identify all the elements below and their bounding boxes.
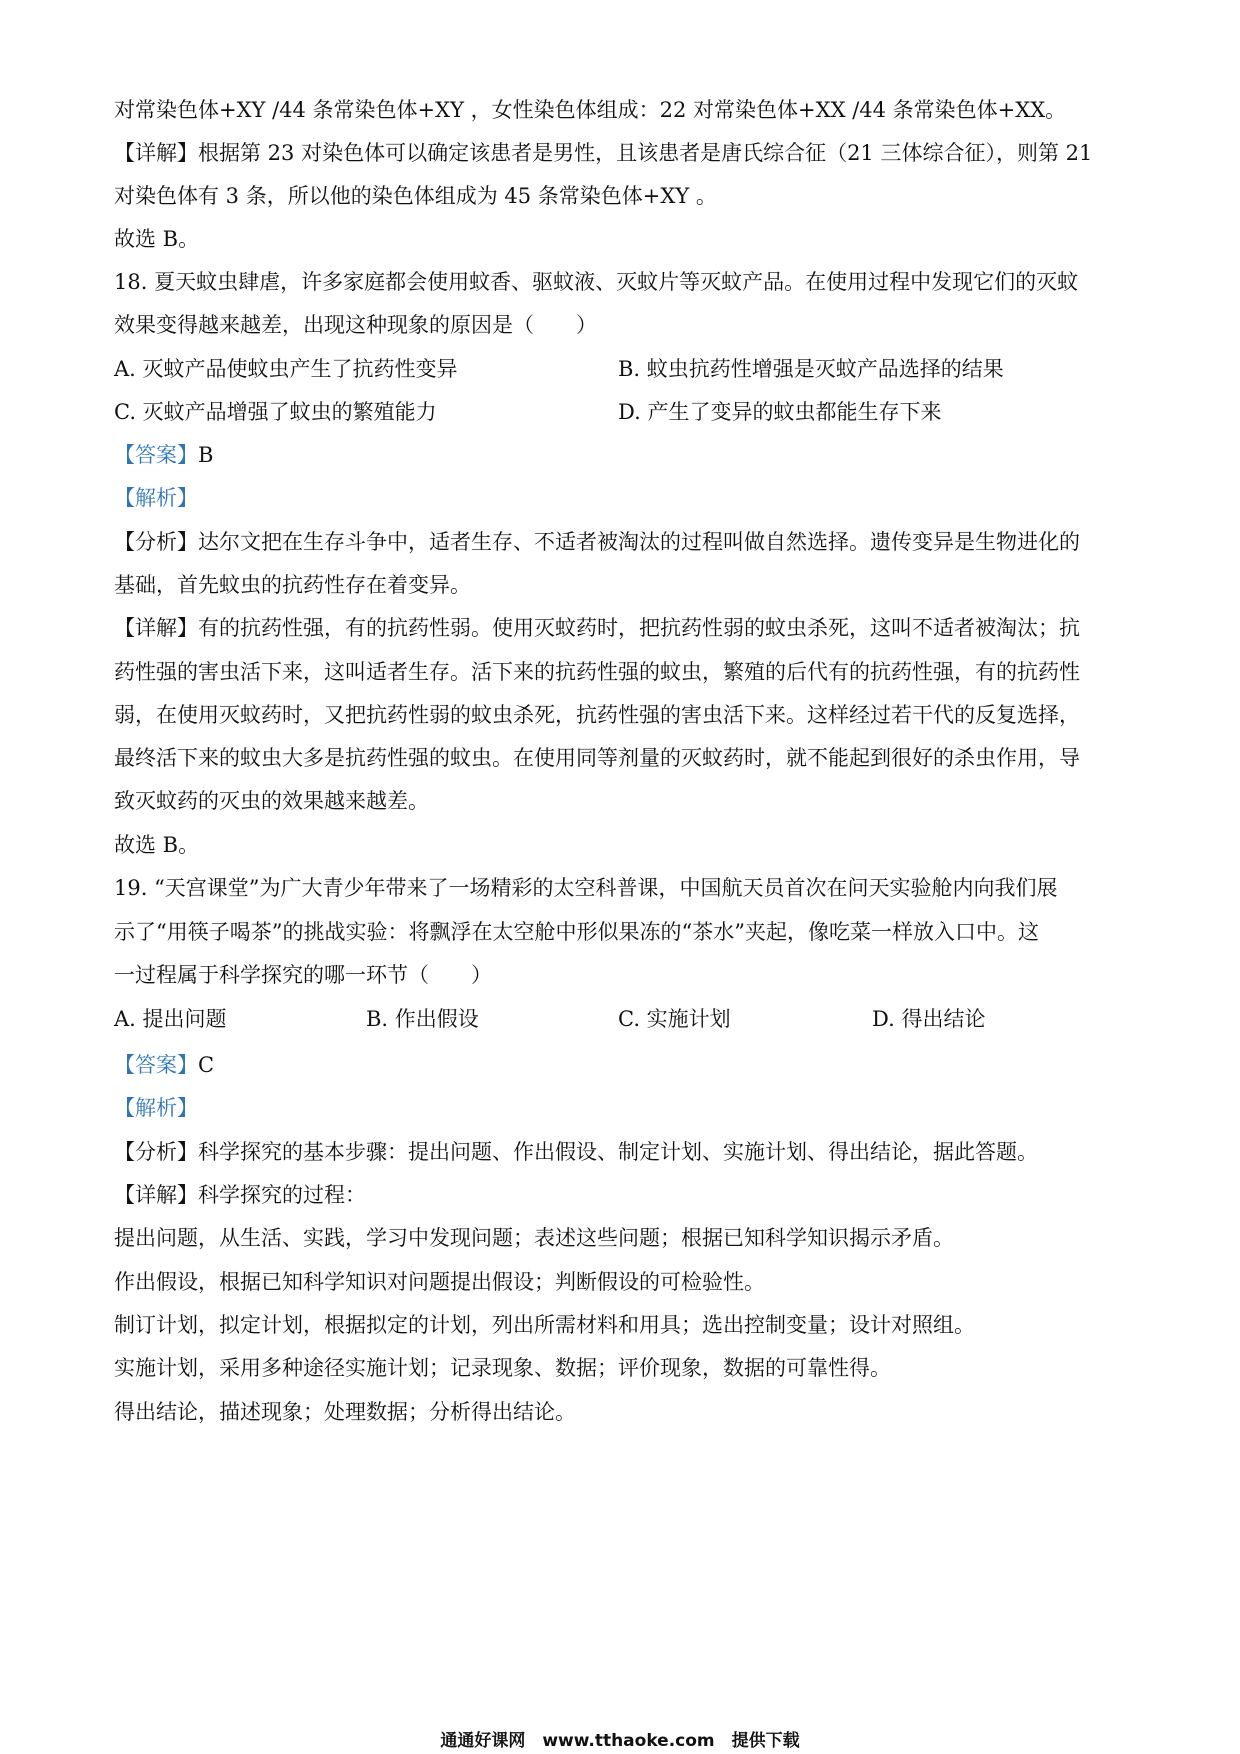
page-footer: 通通好课网 www.tthaoke.com 提供下载	[440, 1731, 800, 1751]
question-19-option-c: C. 实施计划	[618, 1007, 731, 1031]
question-18-option-b: B. 蚊虫抗药性增强是灭蚊产品选择的结果	[618, 357, 1004, 381]
answer-tag: 【答案】	[114, 443, 198, 467]
question-18-option-a: A. 灭蚊产品使蚊虫产生了抗药性变异	[114, 357, 458, 381]
detail-text: 【详解】有的抗药性强，有的抗药性弱。使用灭蚊药时，把抗药性弱的蚊虫杀死，这叫不适者被淘汰；抗	[114, 616, 1080, 640]
detail-step: 实施计划，采用多种途径实施计划；记录现象、数据；评价现象，数据的可靠性得。	[114, 1356, 891, 1380]
analysis-text: 基础，首先蚊虫的抗药性存在着变异。	[114, 573, 471, 597]
detail-step: 作出假设，根据已知科学知识对问题提出假设；判断假设的可检验性。	[114, 1270, 765, 1294]
question-19-stem: 示了“用筷子喝茶”的挑战实验：将飘浮在太空舱中形似果冻的“茶水”夹起，像吃菜一样放入口中。这	[114, 920, 1039, 944]
question-19-option-a: A. 提出问题	[114, 1007, 227, 1031]
question-19-answer	[114, 1050, 1134, 1080]
question-19-option-b: B. 作出假设	[366, 1007, 479, 1031]
analysis-tag: 【解析】	[114, 486, 198, 510]
analysis-text: 【分析】科学探究的基本步骤：提出问题、作出假设、制定计划、实施计划、得出结论，据此答题。	[114, 1140, 1038, 1164]
conclusion-line: 故选 B。	[114, 833, 200, 857]
question-18-option-d: D. 产生了变异的蚊虫都能生存下来	[618, 400, 942, 424]
detail-text: 药性强的害虫活下来，这叫适者生存。活下来的抗药性强的蚊虫，繁殖的后代有的抗药性强，有的抗药性	[114, 660, 1080, 684]
question-18-stem: 效果变得越来越差，出现这种现象的原因是（ ）	[114, 313, 597, 337]
detail-step: 得出结论，描述现象；处理数据；分析得出结论。	[114, 1400, 576, 1424]
conclusion-line: 故选 B。	[114, 227, 200, 251]
answer-value: B	[198, 443, 214, 467]
analysis-text: 【分析】达尔文把在生存斗争中，适者生存、不适者被淘汰的过程叫做自然选择。遗传变异是生物进化的	[114, 530, 1080, 554]
detail-text: 最终活下来的蚊虫大多是抗药性强的蚊虫。在使用同等剂量的灭蚊药时，就不能起到很好的杀虫作用，导	[114, 746, 1080, 770]
question-19-option-d: D. 得出结论	[872, 1007, 986, 1031]
detail-text: 弱，在使用灭蚊药时，又把抗药性弱的蚊虫杀死，抗药性强的害虫活下来。这样经过若干代的反复选择，	[114, 703, 1080, 727]
text-line: 【详解】根据第 23 对染色体可以确定该患者是男性，且该患者是唐氏综合征（21 三体综合征），则第 21	[114, 141, 1093, 165]
detail-step: 提出问题，从生活、实践，学习中发现问题；表述这些问题；根据已知科学知识揭示矛盾。	[114, 1226, 954, 1250]
question-18-stem: 18. 夏天蚊虫肆虐，许多家庭都会使用蚊香、驱蚊液、灭蚊片等灭蚊产品。在使用过程中发现它们的灭蚊	[114, 270, 1079, 294]
question-19-stem: 19. “天宫课堂”为广大青少年带来了一场精彩的太空科普课，中国航天员首次在问天实验舱内向我们展	[114, 876, 1058, 900]
question-18-answer	[114, 440, 1134, 470]
detail-text: 【详解】科学探究的过程：	[114, 1183, 366, 1207]
answer-value: C	[198, 1053, 215, 1077]
analysis-tag: 【解析】	[114, 1096, 198, 1120]
question-19-stem: 一过程属于科学探究的哪一环节（ ）	[114, 963, 492, 987]
text-line: 对染色体有 3 条，所以他的染色体组成为 45 条常染色体+XY 。	[114, 184, 717, 208]
question-18-option-c: C. 灭蚊产品增强了蚊虫的繁殖能力	[114, 400, 437, 424]
answer-tag: 【答案】	[114, 1053, 198, 1077]
detail-text: 致灭蚊药的灭虫的效果越来越差。	[114, 789, 429, 813]
text-line: 对常染色体+XY /44 条常染色体+XY ，女性染色体组成：22 对常染色体+XX /44 条常染色体+XX。	[114, 98, 1067, 122]
detail-step: 制订计划，拟定计划，根据拟定的计划，列出所需材料和用具；选出控制变量；设计对照组。	[114, 1313, 975, 1337]
